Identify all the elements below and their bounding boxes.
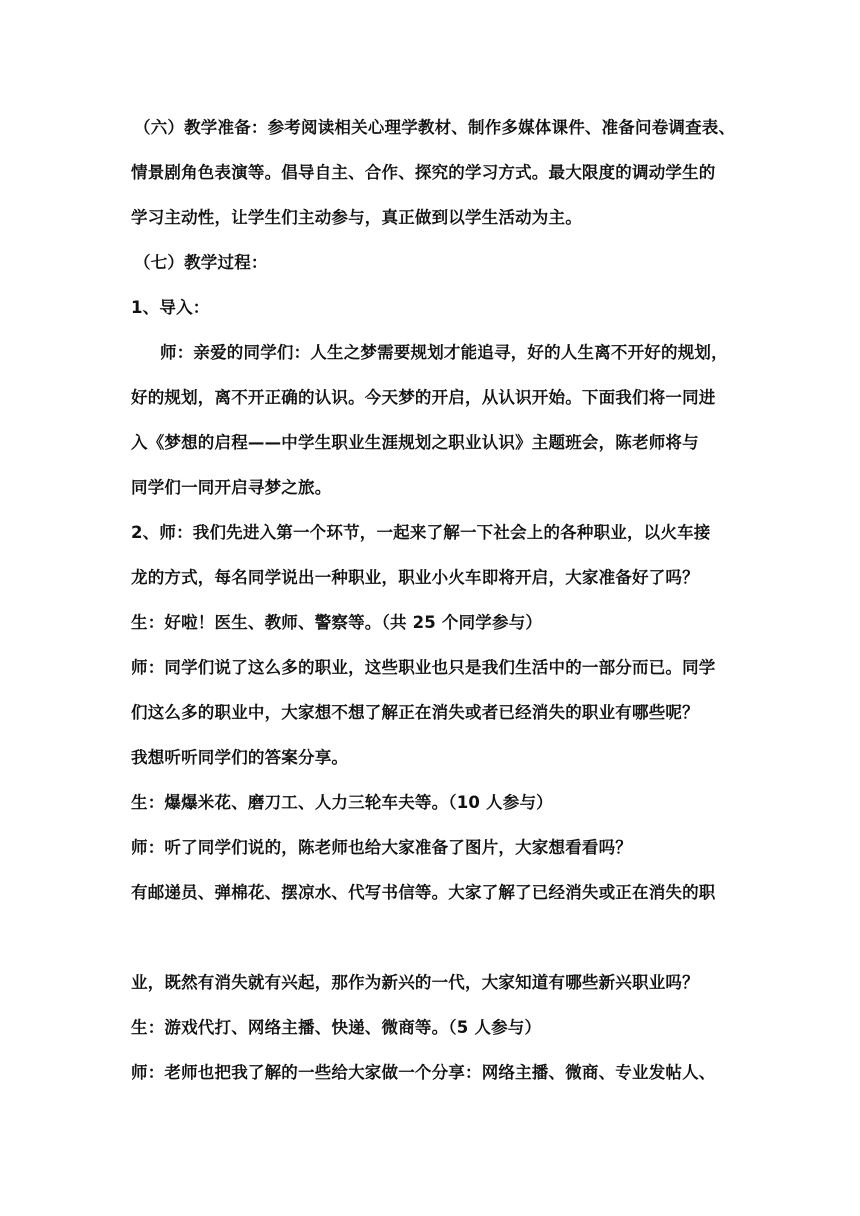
text-line: 师：老师也把我了解的一些给大家做一个分享：网络主播、微商、专业发帖人、: [131, 1063, 716, 1082]
text-line: 学习主动性，让学生们主动参与，真正做到以学生活动为主。: [131, 208, 582, 227]
text-line: 龙的方式，每名同学说出一种职业，职业小火车即将开启，大家准备好了吗？: [131, 568, 699, 587]
text-line: 业，既然有消失就有兴起，那作为新兴的一代，大家知道有哪些新兴职业吗？: [131, 973, 699, 992]
text-line: 1、导入：: [131, 298, 210, 317]
text-line: 入《梦想的启程——中学生职业生涯规划之职业认识》主题班会，陈老师将与: [131, 433, 699, 452]
text-line: 同学们一同开启寻梦之旅。: [131, 478, 332, 497]
text-line: 我想听听同学们的答案分享。: [131, 748, 349, 767]
text-line: 情景剧角色表演等。倡导自主、合作、探究的学习方式。最大限度的调动学生的: [131, 163, 716, 182]
text-line: 生：好啦！医生、教师、警察等。（共 25 个同学参与）: [131, 613, 543, 632]
text-line: 师：同学们说了这么多的职业，这些职业也只是我们生活中的一部分而已。同学: [131, 658, 716, 677]
text-line: 2、师：我们先进入第一个环节，一起来了解一下社会上的各种职业，以火车接: [131, 523, 711, 542]
text-line: （七）教学过程：: [134, 253, 268, 272]
text-line: （六）教学准备：参考阅读相关心理学教材、制作多媒体课件、准备问卷调查表、: [134, 118, 736, 137]
text-line: 师：亲爱的同学们：人生之梦需要规划才能追寻，好的人生离不开好的规划，: [160, 343, 728, 362]
text-line: 师：听了同学们说的，陈老师也给大家准备了图片，大家想看看吗？: [131, 838, 632, 857]
text-line: 生：游戏代打、网络主播、快递、微商等。（5 人参与）: [131, 1018, 542, 1037]
text-line: 们这么多的职业中，大家想不想了解正在消失或者已经消失的职业有哪些呢？: [131, 703, 699, 722]
text-line: 好的规划，离不开正确的认识。今天梦的开启，从认识开始。下面我们将一同进: [131, 388, 716, 407]
text-line: 生：爆爆米花、磨刀工、人力三轮车夫等。（10 人参与）: [131, 793, 553, 812]
text-line: 有邮递员、弹棉花、摆凉水、代写书信等。大家了解了已经消失或正在消失的职: [131, 883, 716, 902]
